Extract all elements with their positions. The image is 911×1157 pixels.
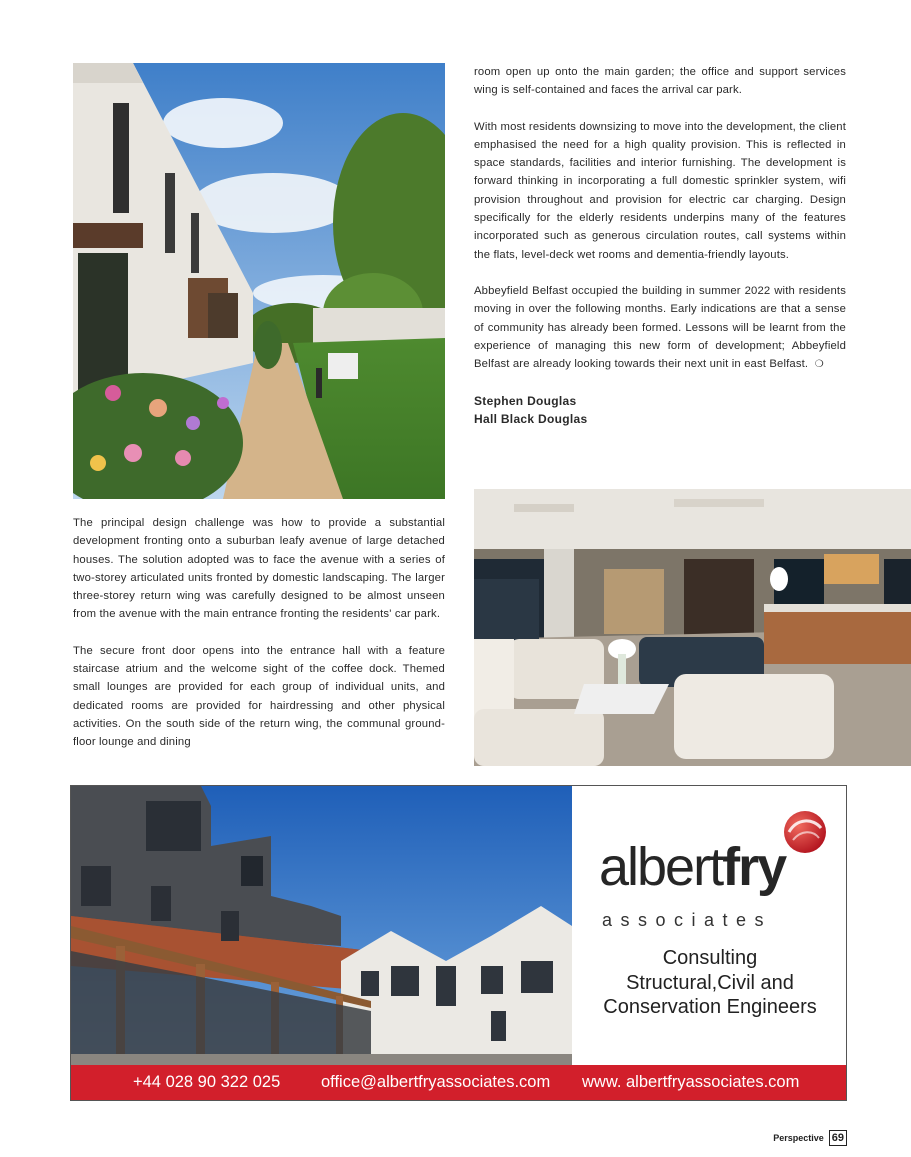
page-number: 69 (829, 1130, 847, 1146)
end-mark-icon: ❍ (814, 359, 824, 371)
albertfry-advert (70, 785, 847, 1101)
logo-word-bold: fry (722, 837, 786, 897)
logo-subtitle: associates (602, 910, 773, 930)
advert-phone[interactable]: +44 028 90 322 025 (133, 1073, 281, 1091)
author-name: Stephen Douglas (474, 394, 577, 409)
logo-word-light: albert (599, 837, 723, 897)
article-paragraph: The principal design challenge was how to provide a substantial development fronting onto a suburban leafy avenue of large detached houses. The solution adopted was to face the avenue with a series of two-storey articulated units fronted by domestic landscaping. The larger three-storey return wing was carefully designed to be almost unseen from the avenue with the main entrance fronting the residents' car park. (73, 517, 445, 621)
advert-website[interactable]: www. albertfryassociates.com (582, 1073, 800, 1091)
article-paragraph: room open up onto the main garden; the office and support services wing is self-contained and faces the arrival car park. (474, 66, 846, 97)
article-paragraph: The secure front door opens into the entrance hall with a feature staircase atrium and the welcome sight of the coffee dock. Themed small lounges are provided for each group of individual units, and dedicated rooms are provided for hairdressing and other physical activities. On the south side of the return wing, the communal ground-floor lounge and dining (73, 644, 445, 749)
lounge-photo (474, 489, 911, 766)
services-line: Conservation Engineers (603, 996, 817, 1018)
article-column-left (73, 514, 445, 770)
services-line: Structural,Civil and (626, 971, 794, 994)
article-paragraph-text: Abbeyfield Belfast occupied the building in summer 2022 with residents moving in over the following months. Early indications are that a sense of community has already been formed. Lessons will be learnt from the experience of managing this new form of development; Abbeyfield Belfast are already looking towards their next unit in east Belfast. (474, 284, 846, 371)
article-paragraph (474, 282, 846, 374)
page-footer (773, 1130, 847, 1146)
article-paragraph: With most residents downsizing to move into the development, the client emphasised the need for a high quality provision. This is reflected in space standards, facilities and interior furnishing. The development is forward thinking in incorporating a full domestic sprinkler system, wifi provision throughout and provision for electric car charging. Design specifically for the elderly residents underpins many of the features incorporated such as generous circulation routes, call systems within the flats, level-deck wet rooms and dementia-friendly layouts. (474, 120, 846, 261)
albertfry-logo (591, 810, 831, 940)
advert-contact-bar (71, 1065, 846, 1100)
article-column-right (474, 63, 846, 428)
advert-email[interactable]: office@albertfryassociates.com (321, 1073, 551, 1091)
author-firm: Hall Black Douglas (474, 412, 588, 427)
logo-ball-icon (783, 810, 827, 854)
advert-services (572, 946, 848, 1020)
logo-wordmark (599, 836, 785, 898)
services-line: Consulting (662, 947, 758, 969)
magazine-name: Perspective (773, 1133, 824, 1143)
advert-building-photo (71, 786, 572, 1065)
garden-photo (73, 63, 445, 499)
author-block (474, 392, 846, 428)
